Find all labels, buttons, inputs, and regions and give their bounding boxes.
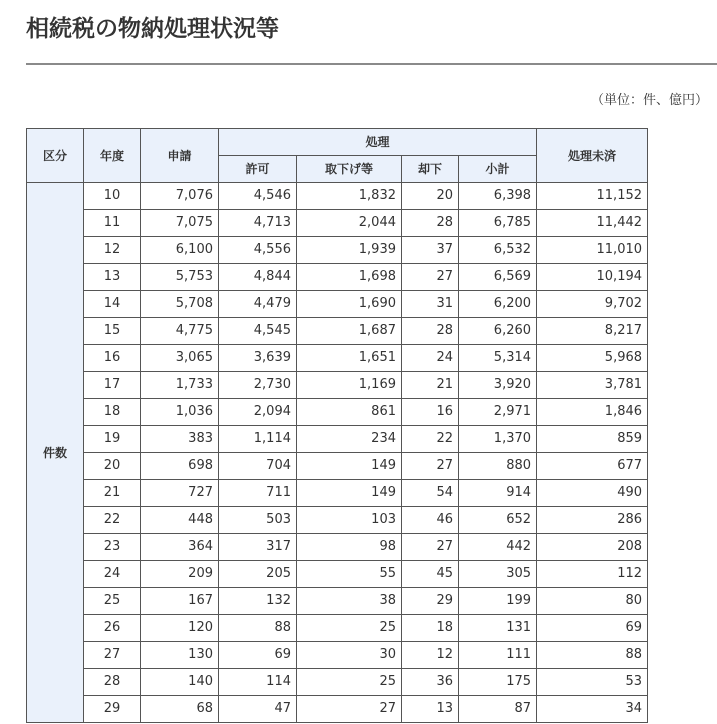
cell-application: 1,036	[141, 399, 219, 426]
cell-pending: 34	[537, 696, 648, 723]
tax-payment-in-kind-table	[26, 128, 648, 723]
cell-withdrawn: 1,169	[297, 372, 402, 399]
cell-rejected: 37	[402, 237, 459, 264]
cell-withdrawn: 103	[297, 507, 402, 534]
cell-pending: 1,846	[537, 399, 648, 426]
header-permitted: 許可	[219, 156, 297, 183]
header-rejected: 却下	[402, 156, 459, 183]
cell-subtotal: 652	[459, 507, 537, 534]
cell-application: 120	[141, 615, 219, 642]
cell-rejected: 18	[402, 615, 459, 642]
table-row	[27, 588, 648, 615]
cell-pending: 677	[537, 453, 648, 480]
cell-year: 29	[84, 696, 141, 723]
table-row	[27, 399, 648, 426]
cell-rejected: 29	[402, 588, 459, 615]
row-group-label: 件数	[27, 183, 84, 723]
cell-permitted: 4,713	[219, 210, 297, 237]
cell-permitted: 4,844	[219, 264, 297, 291]
cell-withdrawn: 55	[297, 561, 402, 588]
cell-withdrawn: 1,832	[297, 183, 402, 210]
cell-subtotal: 111	[459, 642, 537, 669]
cell-application: 68	[141, 696, 219, 723]
cell-application: 1,733	[141, 372, 219, 399]
header-year: 年度	[84, 129, 141, 183]
cell-pending: 490	[537, 480, 648, 507]
cell-rejected: 28	[402, 210, 459, 237]
cell-year: 24	[84, 561, 141, 588]
cell-permitted: 4,546	[219, 183, 297, 210]
cell-rejected: 27	[402, 534, 459, 561]
cell-pending: 5,968	[537, 345, 648, 372]
cell-application: 140	[141, 669, 219, 696]
table-row	[27, 372, 648, 399]
cell-pending: 8,217	[537, 318, 648, 345]
cell-rejected: 24	[402, 345, 459, 372]
cell-application: 7,075	[141, 210, 219, 237]
cell-application: 383	[141, 426, 219, 453]
table-row	[27, 615, 648, 642]
cell-withdrawn: 25	[297, 615, 402, 642]
header-row-1	[27, 129, 648, 156]
table-body	[27, 183, 648, 723]
cell-subtotal: 6,260	[459, 318, 537, 345]
cell-withdrawn: 27	[297, 696, 402, 723]
cell-withdrawn: 30	[297, 642, 402, 669]
cell-subtotal: 880	[459, 453, 537, 480]
cell-year: 27	[84, 642, 141, 669]
cell-application: 167	[141, 588, 219, 615]
cell-year: 14	[84, 291, 141, 318]
cell-application: 5,708	[141, 291, 219, 318]
cell-permitted: 4,545	[219, 318, 297, 345]
cell-pending: 3,781	[537, 372, 648, 399]
cell-pending: 11,152	[537, 183, 648, 210]
cell-subtotal: 914	[459, 480, 537, 507]
cell-pending: 112	[537, 561, 648, 588]
cell-rejected: 54	[402, 480, 459, 507]
table-row	[27, 507, 648, 534]
cell-application: 130	[141, 642, 219, 669]
cell-application: 209	[141, 561, 219, 588]
table-row	[27, 345, 648, 372]
table-row	[27, 426, 648, 453]
cell-pending: 208	[537, 534, 648, 561]
table-row	[27, 480, 648, 507]
cell-year: 17	[84, 372, 141, 399]
cell-withdrawn: 2,044	[297, 210, 402, 237]
cell-rejected: 13	[402, 696, 459, 723]
table-row	[27, 210, 648, 237]
cell-pending: 11,010	[537, 237, 648, 264]
cell-year: 20	[84, 453, 141, 480]
cell-year: 10	[84, 183, 141, 210]
cell-subtotal: 6,200	[459, 291, 537, 318]
cell-permitted: 711	[219, 480, 297, 507]
cell-withdrawn: 38	[297, 588, 402, 615]
cell-application: 6,100	[141, 237, 219, 264]
cell-year: 25	[84, 588, 141, 615]
table-row	[27, 669, 648, 696]
cell-withdrawn: 861	[297, 399, 402, 426]
cell-rejected: 21	[402, 372, 459, 399]
cell-application: 698	[141, 453, 219, 480]
title-divider	[26, 63, 717, 65]
cell-pending: 80	[537, 588, 648, 615]
header-application: 申請	[141, 129, 219, 183]
cell-withdrawn: 234	[297, 426, 402, 453]
cell-subtotal: 305	[459, 561, 537, 588]
cell-year: 15	[84, 318, 141, 345]
cell-withdrawn: 1,690	[297, 291, 402, 318]
cell-permitted: 4,479	[219, 291, 297, 318]
cell-rejected: 12	[402, 642, 459, 669]
unit-note: （単位：件、億円）	[590, 93, 708, 108]
cell-subtotal: 6,785	[459, 210, 537, 237]
cell-rejected: 22	[402, 426, 459, 453]
header-withdrawn: 取下げ等	[297, 156, 402, 183]
cell-permitted: 3,639	[219, 345, 297, 372]
cell-subtotal: 199	[459, 588, 537, 615]
table-row	[27, 453, 648, 480]
header-subtotal: 小計	[459, 156, 537, 183]
cell-permitted: 205	[219, 561, 297, 588]
cell-permitted: 69	[219, 642, 297, 669]
cell-subtotal: 2,971	[459, 399, 537, 426]
cell-permitted: 4,556	[219, 237, 297, 264]
cell-withdrawn: 149	[297, 453, 402, 480]
cell-subtotal: 6,398	[459, 183, 537, 210]
cell-permitted: 2,094	[219, 399, 297, 426]
cell-application: 7,076	[141, 183, 219, 210]
page-title: 相続税の物納処理状況等	[26, 16, 279, 42]
cell-subtotal: 3,920	[459, 372, 537, 399]
cell-withdrawn: 25	[297, 669, 402, 696]
table-row	[27, 291, 648, 318]
cell-pending: 859	[537, 426, 648, 453]
cell-year: 12	[84, 237, 141, 264]
cell-year: 22	[84, 507, 141, 534]
cell-rejected: 27	[402, 264, 459, 291]
cell-withdrawn: 1,687	[297, 318, 402, 345]
cell-year: 18	[84, 399, 141, 426]
cell-subtotal: 442	[459, 534, 537, 561]
table-row	[27, 642, 648, 669]
cell-pending: 88	[537, 642, 648, 669]
cell-permitted: 2,730	[219, 372, 297, 399]
cell-pending: 9,702	[537, 291, 648, 318]
cell-permitted: 88	[219, 615, 297, 642]
cell-withdrawn: 1,939	[297, 237, 402, 264]
cell-permitted: 1,114	[219, 426, 297, 453]
header-processing: 処理	[219, 129, 537, 156]
cell-rejected: 16	[402, 399, 459, 426]
cell-withdrawn: 149	[297, 480, 402, 507]
cell-year: 26	[84, 615, 141, 642]
cell-subtotal: 5,314	[459, 345, 537, 372]
cell-permitted: 704	[219, 453, 297, 480]
table-row	[27, 264, 648, 291]
header-pending: 処理未済	[537, 129, 648, 183]
cell-rejected: 45	[402, 561, 459, 588]
cell-pending: 11,442	[537, 210, 648, 237]
table-row	[27, 318, 648, 345]
header-category: 区分	[27, 129, 84, 183]
cell-year: 19	[84, 426, 141, 453]
cell-application: 727	[141, 480, 219, 507]
cell-year: 11	[84, 210, 141, 237]
table-row	[27, 561, 648, 588]
cell-year: 16	[84, 345, 141, 372]
cell-subtotal: 131	[459, 615, 537, 642]
cell-application: 5,753	[141, 264, 219, 291]
cell-rejected: 46	[402, 507, 459, 534]
cell-pending: 69	[537, 615, 648, 642]
cell-permitted: 503	[219, 507, 297, 534]
table-row	[27, 237, 648, 264]
cell-rejected: 27	[402, 453, 459, 480]
cell-application: 4,775	[141, 318, 219, 345]
cell-subtotal: 87	[459, 696, 537, 723]
cell-application: 448	[141, 507, 219, 534]
cell-permitted: 47	[219, 696, 297, 723]
cell-subtotal: 6,532	[459, 237, 537, 264]
cell-year: 23	[84, 534, 141, 561]
cell-withdrawn: 98	[297, 534, 402, 561]
cell-rejected: 28	[402, 318, 459, 345]
cell-subtotal: 1,370	[459, 426, 537, 453]
cell-rejected: 36	[402, 669, 459, 696]
cell-pending: 10,194	[537, 264, 648, 291]
cell-application: 364	[141, 534, 219, 561]
cell-permitted: 114	[219, 669, 297, 696]
cell-permitted: 132	[219, 588, 297, 615]
table-row	[27, 534, 648, 561]
cell-subtotal: 175	[459, 669, 537, 696]
cell-rejected: 20	[402, 183, 459, 210]
cell-rejected: 31	[402, 291, 459, 318]
cell-withdrawn: 1,651	[297, 345, 402, 372]
cell-pending: 53	[537, 669, 648, 696]
cell-subtotal: 6,569	[459, 264, 537, 291]
cell-year: 28	[84, 669, 141, 696]
cell-pending: 286	[537, 507, 648, 534]
cell-year: 21	[84, 480, 141, 507]
table-row	[27, 696, 648, 723]
cell-application: 3,065	[141, 345, 219, 372]
table-row	[27, 183, 648, 210]
cell-year: 13	[84, 264, 141, 291]
cell-permitted: 317	[219, 534, 297, 561]
cell-withdrawn: 1,698	[297, 264, 402, 291]
